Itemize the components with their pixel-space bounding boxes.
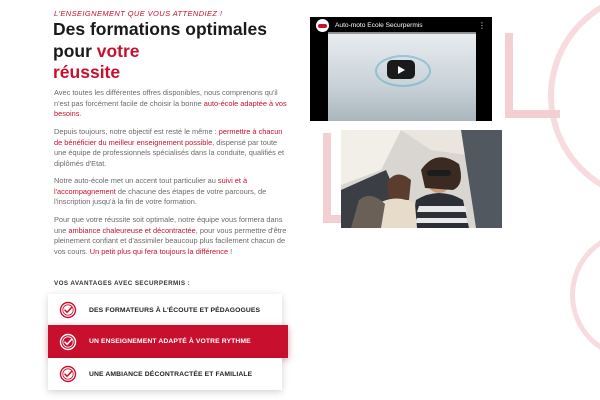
decorative-bracket-vertical: [505, 33, 513, 118]
paragraph-text: de chacune des étapes de votre parcours, de l'inscription jusqu'à la fin de votre formation.: [54, 186, 267, 206]
paragraph-highlight: permettre à chacun de bénéficier du meilleur enseignement possible: [54, 127, 283, 147]
check-badge-icon: [59, 301, 77, 319]
paragraph-intro: [54, 88, 290, 120]
video-title-bar: [310, 17, 492, 34]
decorative-bracket-left-vertical: [323, 133, 331, 223]
play-icon: [396, 65, 406, 75]
advantages-heading: VOS AVANTAGES AVEC SECURPERMIS :: [54, 280, 191, 287]
section-headline: [53, 19, 293, 84]
paragraph-text: , dispensé par toute une équipe de professionnels spécialisés dans la conduite, qualifiés et diplômés d'Etat.: [54, 137, 285, 168]
paragraph-highlight: suivi et à l'accompagnement: [54, 176, 248, 196]
advantage-item-trainers[interactable]: [48, 294, 282, 326]
paragraph-atmosphere: [54, 215, 290, 257]
paragraph-highlight: auto-école adaptée à vos besoins: [54, 98, 287, 118]
paragraph-objective: [54, 127, 290, 169]
headline-accent-1: votre: [96, 40, 140, 61]
check-badge-icon: [59, 333, 77, 351]
advantage-label: UNE AMBIANCE DÉCONTRACTÉE ET FAMILIALE: [89, 370, 253, 378]
paragraph-text: Depuis toujours, notre objectif est resté le même :: [54, 127, 219, 136]
headline-accent-2: réussite: [53, 62, 121, 82]
paragraph-text: , pour vous permettre d'être pleinement confiant et d'assimiler beaucoup plus facilement chacun de vos cours.: [54, 225, 287, 256]
check-badge-icon: [59, 365, 77, 383]
headline-text: Des formations optimales pour: [53, 19, 267, 61]
advantage-item-rhythm[interactable]: [48, 325, 288, 358]
video-title[interactable]: Auto-moto Ecole Securpermis: [335, 22, 423, 29]
decorative-bracket-horizontal: [505, 110, 560, 118]
paragraph-highlight: Un petit plus qui fera toujours la différence: [89, 246, 229, 256]
paragraph-text: !: [228, 246, 233, 256]
paragraph-highlight: ambiance chaleureuse et décontractée: [68, 225, 196, 235]
more-vert-icon[interactable]: ⋮: [478, 21, 486, 30]
advantage-label: UN ENSEIGNEMENT ADAPTÉ À VOTRE RYTHME: [89, 338, 251, 345]
advantage-label: DES FORMATEURS À L'ÉCOUTE ET PÉDAGOGUES: [89, 306, 261, 314]
women-in-car-photo: [341, 130, 502, 228]
decorative-circle: [548, 0, 600, 202]
paragraph-text: Avec toutes les différentes offres disponibles, nous comprenons qu'il n'est pas forcément facile de choisir la bonne: [54, 88, 278, 108]
paragraph-text: Notre auto-école met un accent tout particulier au: [54, 176, 218, 185]
paragraph-follow-up: [54, 176, 290, 208]
paragraph-text: Pour que votre réussite soit optimale, notre équipe vous formera dans une: [54, 215, 283, 235]
advantage-item-atmosphere[interactable]: [48, 358, 282, 390]
video-embed[interactable]: [310, 17, 492, 121]
channel-logo-icon[interactable]: [316, 19, 329, 32]
section-kicker: L'ENSEIGNEMENT QUE VOUS ATTENDIEZ !: [54, 9, 223, 18]
paragraph-text: .: [79, 109, 82, 118]
play-button[interactable]: [387, 60, 415, 79]
decorative-circle-bottom: [570, 230, 600, 360]
